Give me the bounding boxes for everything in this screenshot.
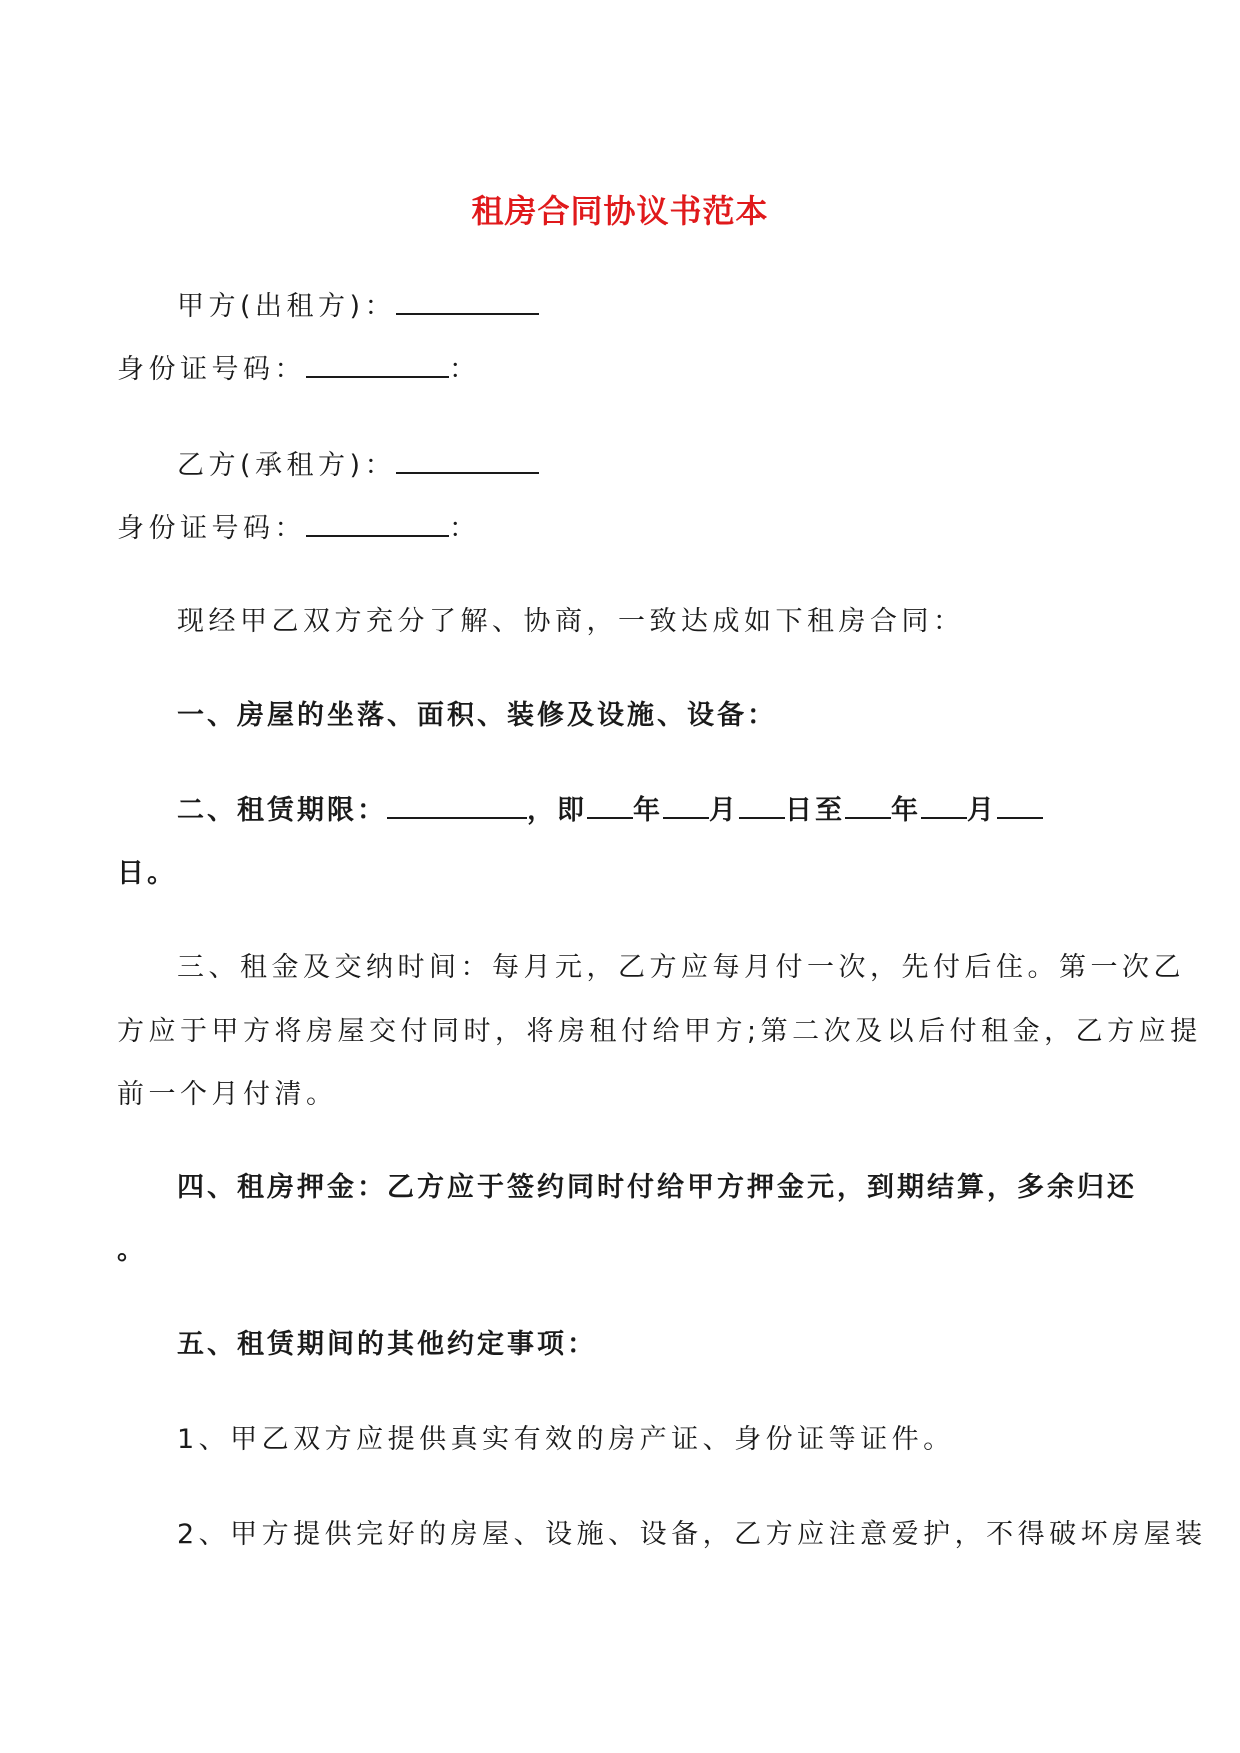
intro-paragraph: 现经甲乙双方充分了解、协商，一致达成如下租房合同： xyxy=(177,606,965,637)
start-day-blank xyxy=(739,795,785,819)
party-a-id-blank xyxy=(306,354,449,378)
end-month-blank xyxy=(921,795,967,819)
section-4-line-2: 。 xyxy=(117,1235,147,1266)
term-blank xyxy=(387,795,527,819)
party-b-line xyxy=(177,443,539,482)
party-a-id-line xyxy=(117,347,481,386)
start-month-blank xyxy=(663,795,709,819)
item-1: 1、甲乙双方应提供真实有效的房产证、身份证等证件。 xyxy=(177,1424,955,1455)
section-3-line-2: 方应于甲方将房屋交付同时，将房租付给甲方;第二次及以后付租金，乙方应提 xyxy=(117,1016,1202,1047)
party-a-id-suffix: ： xyxy=(449,354,481,385)
party-b-label: 乙方(承租方)： xyxy=(177,450,397,481)
section-2-end: 日。 xyxy=(117,858,177,889)
party-b-id-line xyxy=(117,506,481,545)
end-month-unit: 月 xyxy=(967,795,997,826)
section-4-line-1: 四、租房押金：乙方应于签约同时付给甲方押金元，到期结算，多余归还 xyxy=(177,1172,1137,1203)
start-day-to: 日至 xyxy=(785,795,845,826)
section-1-heading: 一、房屋的坐落、面积、装修及设施、设备： xyxy=(177,700,777,731)
section-2-line xyxy=(177,788,1043,827)
section-5-heading: 五、租赁期间的其他约定事项： xyxy=(177,1329,597,1360)
end-year-unit: 年 xyxy=(891,795,921,826)
section-3-line-1: 三、租金及交纳时间：每月元，乙方应每月付一次，先付后住。第一次乙 xyxy=(177,952,1185,983)
section-2-label: 二、租赁期限： xyxy=(177,795,387,826)
document-title: 租房合同协议书范本 xyxy=(471,192,769,230)
party-a-label: 甲方(出租方)： xyxy=(177,291,397,322)
party-a-line xyxy=(177,284,539,323)
start-month-unit: 月 xyxy=(709,795,739,826)
start-year-blank xyxy=(587,795,633,819)
section-3-line-3: 前一个月付清。 xyxy=(117,1079,338,1110)
end-year-blank xyxy=(845,795,891,819)
party-b-id-blank xyxy=(306,513,449,537)
party-a-blank xyxy=(396,291,539,315)
section-2-sep: ，即 xyxy=(527,795,587,826)
end-day-blank xyxy=(997,795,1043,819)
item-2: 2、甲方提供完好的房屋、设施、设备，乙方应注意爱护，不得破坏房屋装 xyxy=(177,1519,1207,1550)
party-b-blank xyxy=(396,450,539,474)
party-b-id-label: 身份证号码： xyxy=(117,513,306,544)
party-b-id-suffix: ： xyxy=(449,513,481,544)
party-a-id-label: 身份证号码： xyxy=(117,354,306,385)
start-year-unit: 年 xyxy=(633,795,663,826)
